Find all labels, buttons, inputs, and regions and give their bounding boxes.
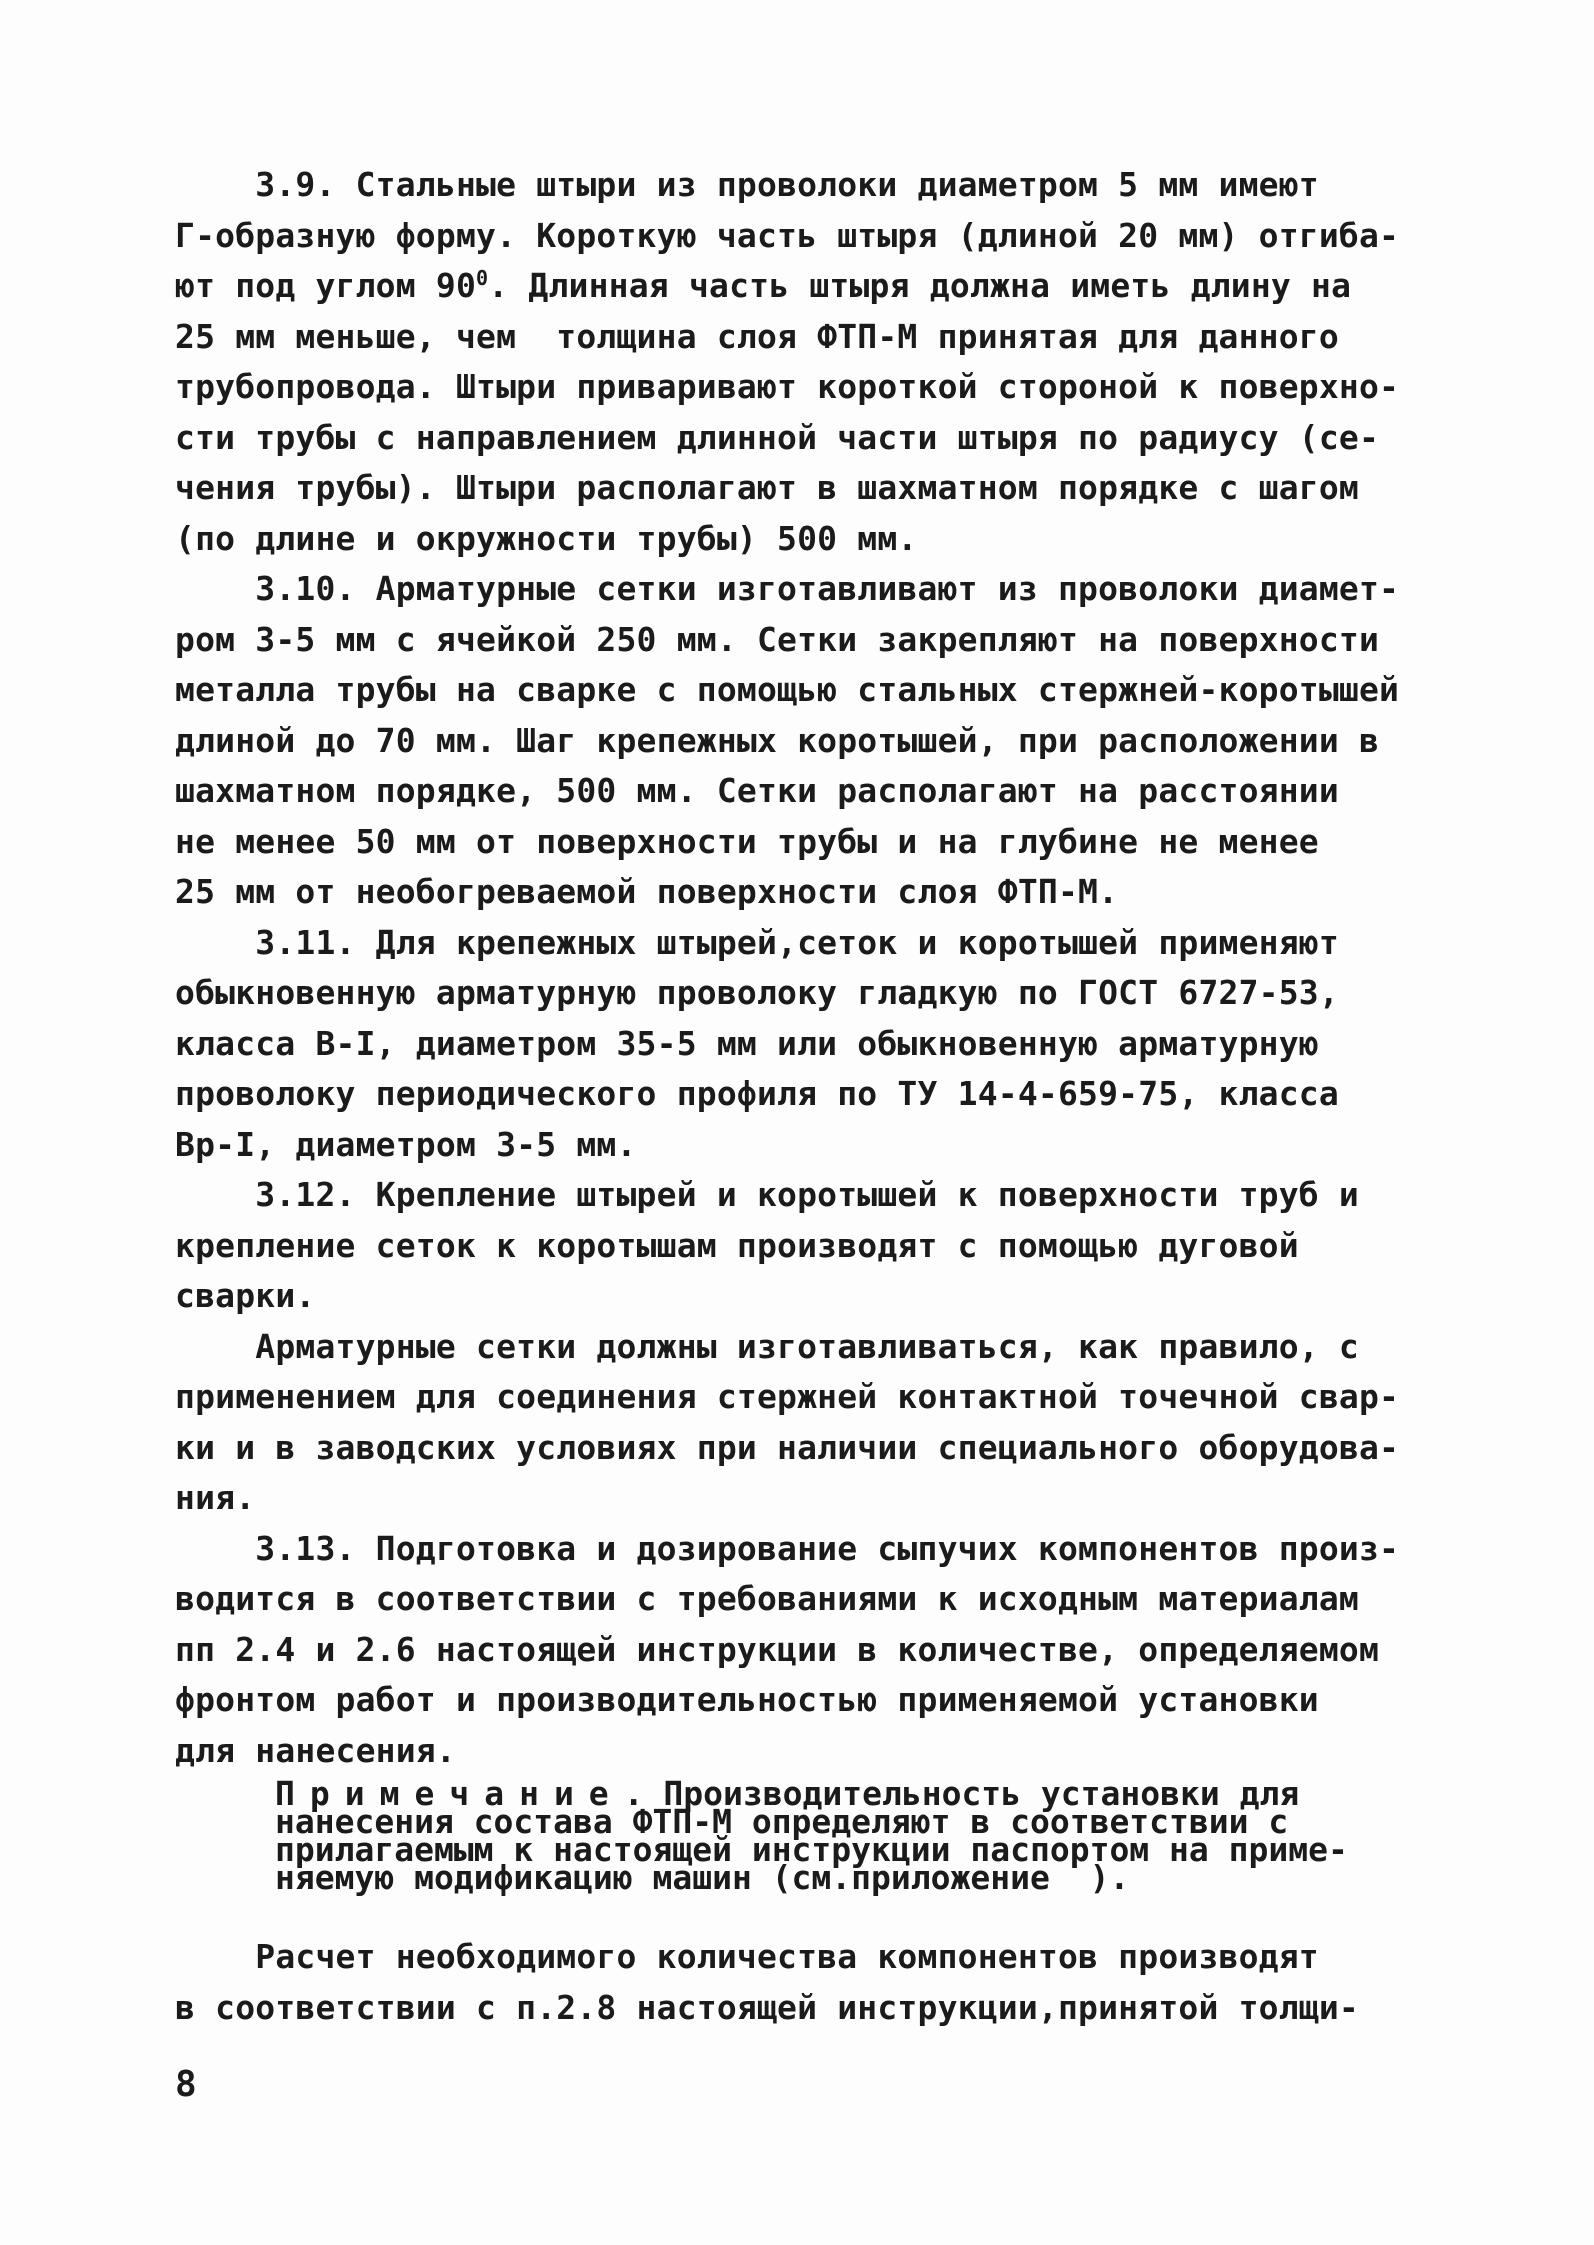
text-line: (по длине и окружности трубы) 500 мм.	[175, 518, 918, 558]
text-line: пп 2.4 и 2.6 настоящей инструкции в количестве, определяемом	[175, 1629, 1380, 1669]
text-line: обыкновенную арматурную проволоку гладкую по ГОСТ 6727-53,	[175, 973, 1339, 1012]
text-line: длиной до 70 мм. Шаг крепежных коротышей, при расположении в	[175, 720, 1380, 760]
text-line: фронтом работ и производительностью применяемой установки	[175, 1680, 1319, 1719]
text-line: Вр-I, диаметром 3-5 мм.	[175, 1124, 637, 1164]
text-line: металла трубы на сварке с помощью стальных стержней-коротышей	[175, 670, 1400, 709]
text-line: ром 3-5 мм с ячейкой 250 мм. Сетки закрепляют на поверхности	[175, 619, 1380, 659]
text-line: применением для соединения стержней контактной точечной свар-	[175, 1377, 1400, 1416]
note-line: няемую модификацию машин (см.приложение ).	[275, 1858, 1130, 1897]
text-line: сти трубы с направлением длинной части штыря по радиусу (се-	[175, 417, 1380, 457]
text-line: проволоку периодического профиля по ТУ 14-4-659-75, класса	[175, 1074, 1339, 1113]
body-text	[175, 160, 1450, 2033]
text-line: сварки.	[175, 1276, 316, 1315]
text-line: Расчет необходимого количества компонентов производят	[175, 1937, 1319, 1976]
text-line: в соответствии с п.2.8 настоящей инструкции,принятой толщи-	[175, 1987, 1359, 2027]
text-line: 25 мм от необогреваемой поверхности слоя ФТП-М.	[175, 872, 1119, 911]
text-line: 3.12. Крепление штырей и коротышей к поверхности труб и	[175, 1175, 1359, 1214]
note-line-rest: . Производительность установки для	[623, 1774, 1300, 1813]
note-line: прилагаемым к настоящей инструкции паспортом на приме-	[275, 1830, 1348, 1869]
text-line: 3.9. Стальные штыри из проволоки диаметром 5 мм имеют	[175, 165, 1319, 204]
text-line: для нанесения.	[175, 1730, 456, 1770]
note-block	[175, 1774, 1450, 1897]
text-line: шахматном порядке, 500 мм. Сетки располагают на расстоянии	[175, 771, 1339, 810]
text-line: 3.13. Подготовка и дозирование сыпучих компонентов произ-	[175, 1528, 1400, 1568]
text-line: 25 мм меньше, чем толщина слоя ФТП-М принятая для данного	[175, 316, 1339, 356]
note-heading: Примечание	[275, 1774, 624, 1813]
text-line: крепление сеток к коротышам производят с помощью дуговой	[175, 1225, 1299, 1265]
text-line: не менее 50 мм от поверхности трубы и на глубине не менее	[175, 821, 1319, 861]
degree-superscript: 0	[476, 266, 489, 290]
text-line: ния.	[175, 1478, 256, 1517]
text-line: Арматурные сетки должны изготавливаться, как правило, с	[175, 1326, 1359, 1366]
text-line: трубопровода. Штыри приваривают короткой стороной к поверхно-	[175, 367, 1400, 406]
text-line: чения трубы). Штыри располагают в шахматном порядке с шагом	[175, 468, 1359, 507]
text-line-start: ют под углом 90	[175, 266, 477, 305]
text-line	[175, 261, 1450, 312]
text-line: 3.11. Для крепежных штырей,сеток и коротышей применяют	[175, 922, 1339, 962]
text-line-rest: . Длинная часть штыря должна иметь длину на	[488, 266, 1352, 305]
text-line: водится в соответствии с требованиями к исходным материалам	[175, 1579, 1359, 1618]
note-line: нанесения состава ФТП-М определяют в соответствии с	[275, 1802, 1289, 1841]
text-line: ки и в заводских условиях при наличии специального оборудова-	[175, 1427, 1400, 1467]
text-line: класса В-I, диаметром 35-5 мм или обыкновенную арматурную	[175, 1023, 1319, 1063]
spacer	[175, 1892, 1450, 1932]
text-line: Г-образную форму. Короткую часть штыря (длиной 20 мм) отгиба-	[175, 215, 1400, 255]
text-line: 3.10. Арматурные сетки изготавливают из проволоки диамет-	[175, 569, 1400, 608]
page-number: 8	[175, 2064, 197, 2105]
